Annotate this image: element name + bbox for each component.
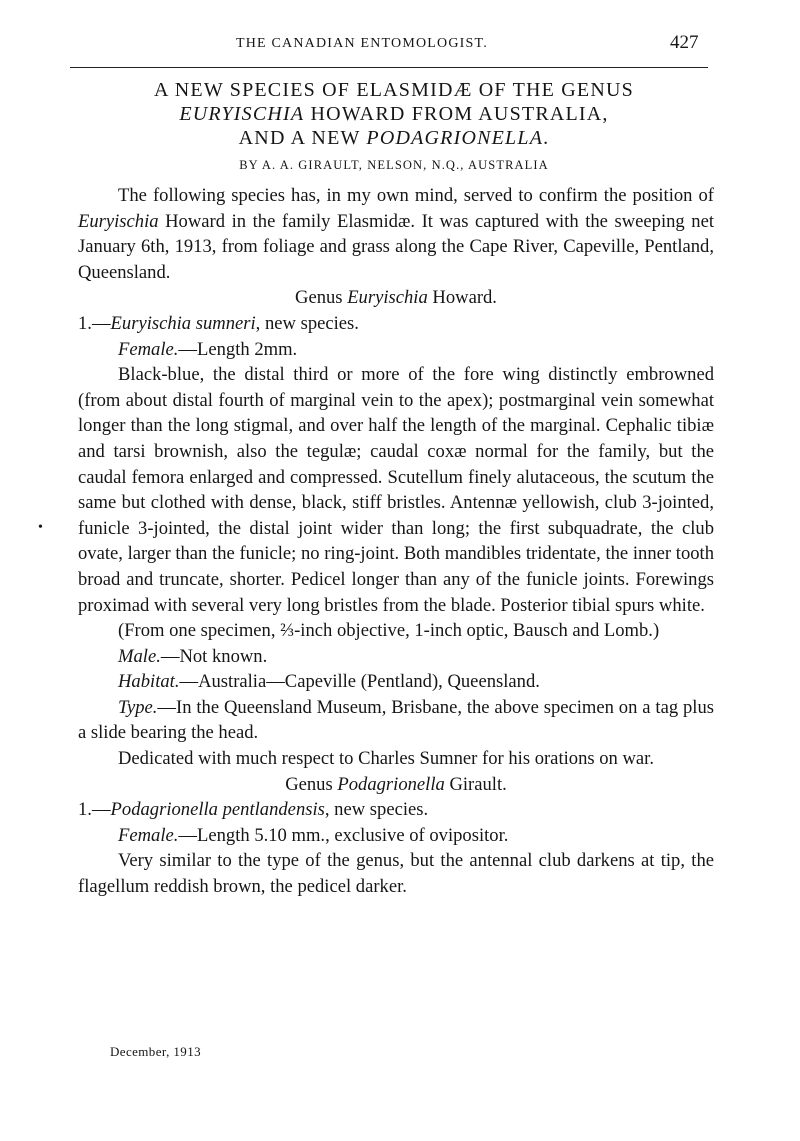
male-note [78, 644, 714, 670]
species1-num: 1.— [78, 312, 111, 334]
intro-genus: Euryischia [78, 210, 159, 232]
type-text: —In the Queensland Museum, Brisbane, the above specimen on a tag plus a slide bearing the head. [78, 696, 714, 744]
title-genus: EURYISCHIA [179, 103, 305, 125]
title-genus-2: PODAGRIONELLA [366, 127, 544, 149]
intro-text-a: The following species has, in my own mind, served to confirm the position of [118, 185, 714, 206]
genus1-post: Howard. [427, 287, 497, 309]
female2-label: Female. [118, 824, 179, 846]
species1-name: Euryischia sumneri [110, 312, 256, 334]
title-line-3-post: . [543, 127, 550, 149]
running-head: THE CANADIAN ENTOMOLOGIST. [236, 36, 488, 51]
genus1-name: Euryischia [347, 287, 428, 309]
dedication-paragraph: Dedicated with much respect to Charles Sumner for his orations on war. [118, 748, 654, 770]
male-text: —Not known. [160, 645, 268, 667]
habitat-text: —Australia—Capeville (Pentland), Queensland. [179, 671, 540, 693]
species-heading-2 [78, 797, 714, 823]
article-body [78, 183, 714, 900]
genus2-pre: Genus [285, 773, 338, 795]
description-paragraph: Black-blue, the distal third or more of the fore wing distinctly embrowned (from about distal fourth of marginal vein to the apex); postmarginal vein somewhat longer than the long stigmal, and over half the length of the marginal. Cephalic tibiæ and tarsi brownish, also the tegulæ; caudal coxæ normal for the family, but the caudal femora enlarged and compressed. Scutellum finely alutaceous, the scutum the same but clothed with dense, black, stiff bristles. Antennæ yellowish, club 3-jointed, funicle 3-jointed, the distal joint wider than long; the first subquadrate, the club ovate, larger than the funicle; no ring-joint. Both mandibles tridentate, the inner tooth broad and truncate, shorter. Pedicel longer than any of the funicle joints. Forewings proximad with several very long bristles from the blade. Posterior tibial spurs white. [78, 364, 714, 616]
female1-text: —Length 2mm. [178, 338, 298, 360]
genus2-name: Podagrionella [337, 773, 445, 795]
author-byline: BY A. A. GIRAULT, NELSON, N.Q., AUSTRALIA [239, 158, 549, 172]
female2-text: —Length 5.10 mm., exclusive of ovipositor. [178, 824, 509, 846]
article-title [70, 78, 718, 150]
title-line-1: A NEW SPECIES OF ELASMIDÆ OF THE GENUS [154, 79, 634, 101]
title-line-2-rest: HOWARD FROM AUSTRALIA, [304, 103, 609, 125]
species2-name: Podagrionella pentlandensis [110, 799, 325, 821]
issue-date-footer: December, 1913 [110, 1044, 201, 1059]
page-number: 427 [670, 32, 699, 53]
male-label: Male. [118, 645, 161, 667]
genus-heading-2 [78, 772, 714, 798]
margin-mark: • [38, 520, 43, 535]
female-2 [78, 823, 714, 849]
intro-text-b: Howard in the family Elasmidæ. It was captured with the sweeping net January 6th, 1913, from foliage and grass along the Cape River, Capeville, Pentland, Queensland. [78, 210, 714, 283]
title-line-3-pre: AND A NEW [238, 127, 367, 149]
type-label: Type. [118, 696, 158, 718]
specimen-note: (From one specimen, ⅔-inch objective, 1-inch optic, Bausch and Lomb.) [118, 620, 660, 642]
species2-post: , new species. [324, 799, 429, 821]
habitat-note [78, 669, 714, 695]
genus1-pre: Genus [295, 287, 348, 309]
female-1 [78, 337, 714, 363]
species1-post: , new species. [255, 312, 359, 334]
intro-paragraph [78, 183, 714, 285]
habitat-label: Habitat. [118, 671, 180, 693]
female1-label: Female. [118, 338, 179, 360]
species2-num: 1.— [78, 799, 111, 821]
type-note [78, 695, 714, 746]
title-line-2 [70, 102, 718, 126]
genus2-post: Girault. [444, 773, 507, 795]
page-header [0, 30, 800, 58]
header-rule [70, 67, 708, 68]
title-line-3 [70, 126, 718, 150]
species-heading-1 [78, 311, 714, 337]
genus-heading-1 [78, 285, 714, 311]
final-paragraph: Very similar to the type of the genus, but the antennal club darkens at tip, the flagellum reddish brown, the pedicel darker. [78, 850, 714, 898]
